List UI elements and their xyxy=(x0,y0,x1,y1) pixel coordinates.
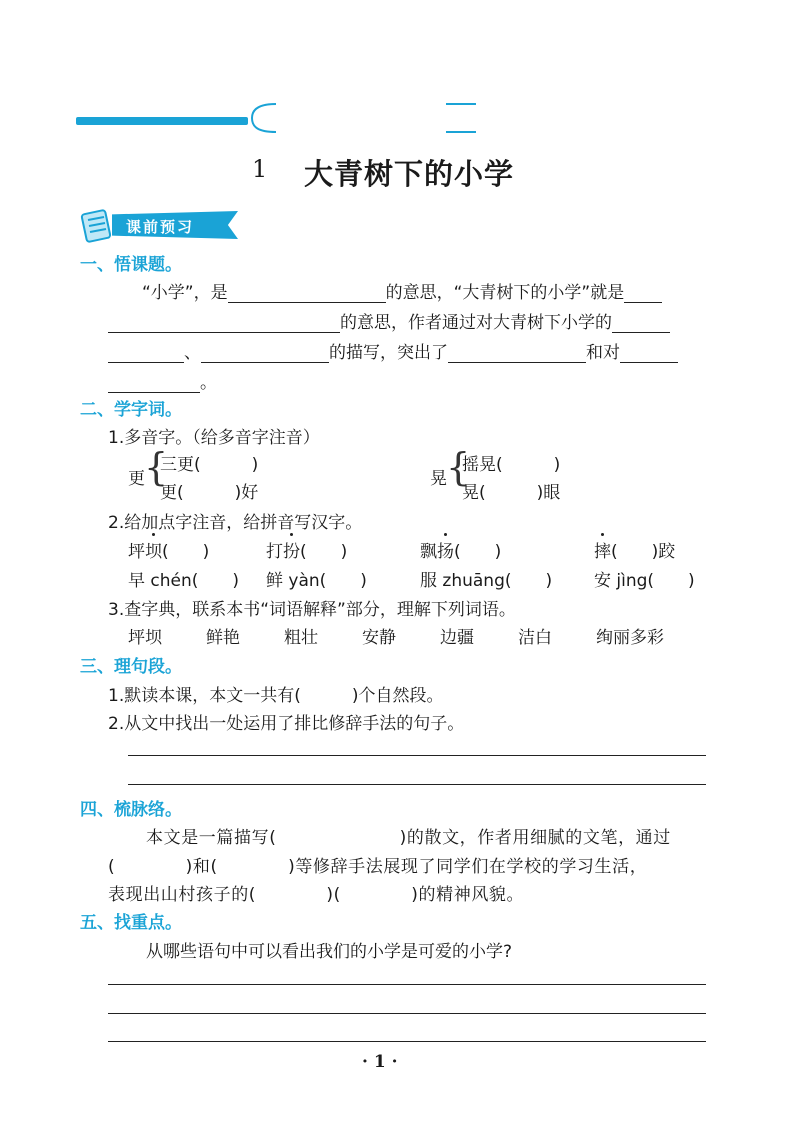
vocab-word: 安静 xyxy=(362,628,396,648)
section-2-title: 二、学字词。 xyxy=(80,400,182,420)
answer-blank[interactable] xyxy=(108,314,340,333)
geng-item-2[interactable]: 更( )好 xyxy=(160,483,259,503)
answer-blank[interactable] xyxy=(108,374,200,393)
s1-line-1 xyxy=(142,278,662,303)
s1-text-4a: 。 xyxy=(200,373,217,393)
pinyin-item[interactable]: 早 chén( ) xyxy=(128,571,240,591)
answer-blank[interactable] xyxy=(624,284,662,303)
brace: { xyxy=(446,445,471,489)
s2-q3: 3.查字典，联系本书“词语解释”部分，理解下列词语。 xyxy=(108,600,516,620)
header-bar xyxy=(76,117,248,125)
lesson-number: 1 xyxy=(252,155,268,183)
s1-text-3a: 、 xyxy=(184,343,201,363)
s1-line-4 xyxy=(108,368,217,393)
answer-blank[interactable] xyxy=(620,344,678,363)
vocab-word: 边疆 xyxy=(440,628,474,648)
answer-line[interactable] xyxy=(108,984,706,985)
header-decoration xyxy=(240,100,490,136)
s4-line-2: ( )和( )等修辞手法展现了同学们在学校的学习生活， xyxy=(108,857,648,877)
page-number: · 1 · xyxy=(362,1052,398,1072)
s2-q1: 1.多音字。（给多音字注音） xyxy=(108,428,320,448)
section-4-title: 四、梳脉络。 xyxy=(80,800,182,820)
geng-item-1[interactable]: 三更( ) xyxy=(160,455,259,475)
dot-item[interactable]: 飘扬( ) xyxy=(420,537,501,562)
pinyin-item[interactable]: 服 zhuāng( ) xyxy=(420,571,553,591)
section-3-title: 三、理句段。 xyxy=(80,657,182,677)
answer-blank[interactable] xyxy=(612,314,670,333)
s1-line-2 xyxy=(108,308,670,333)
answer-blank[interactable] xyxy=(228,284,386,303)
brace: { xyxy=(144,445,169,489)
s2-q2: 2.给加点字注音，给拼音写汉字。 xyxy=(108,513,363,533)
polyphone-geng: 更 xyxy=(128,469,145,489)
answer-line[interactable] xyxy=(128,755,706,756)
answer-line[interactable] xyxy=(108,1013,706,1014)
answer-blank[interactable] xyxy=(448,344,586,363)
pinyin-item[interactable]: 安 jìng( ) xyxy=(594,571,695,591)
section-1-title: 一、悟课题。 xyxy=(80,255,182,275)
vocab-word: 粗壮 xyxy=(284,628,318,648)
vocab-word: 洁白 xyxy=(518,628,552,648)
polyphone-huang: 晃 xyxy=(430,469,447,489)
s1-line-3 xyxy=(108,338,678,363)
section-5-title: 五、找重点。 xyxy=(80,913,182,933)
s4-line-1: 本文是一篇描写( )的散文，作者用细腻的文笔，通过 xyxy=(146,828,671,848)
s1-text-1b: 的意思，“大青树下的小学”就是 xyxy=(385,283,625,303)
huang-item-1[interactable]: 摇晃( ) xyxy=(462,455,561,475)
answer-line[interactable] xyxy=(128,784,706,785)
badge-label: 课前预习 xyxy=(126,218,195,236)
pinyin-item[interactable]: 鲜 yàn( ) xyxy=(266,571,367,591)
answer-line[interactable] xyxy=(108,1041,706,1042)
s1-text-1a: “小学”，是 xyxy=(142,283,228,303)
s1-text-3c: 和对 xyxy=(586,343,620,363)
lesson-title: 大青树下的小学 xyxy=(304,157,515,191)
vocab-word: 坪坝 xyxy=(128,628,162,648)
dot-item[interactable]: 坪坝( ) xyxy=(128,537,209,562)
s3-q1: 1.默读本课，本文一共有( )个自然段。 xyxy=(108,686,444,706)
answer-blank[interactable] xyxy=(108,344,184,363)
answer-blank[interactable] xyxy=(201,344,329,363)
s1-text-2a: 的意思，作者通过对大青树下小学的 xyxy=(340,313,612,333)
s4-line-3: 表现出山村孩子的( )( )的精神风貌。 xyxy=(108,885,525,905)
s3-q2: 2.从文中找出一处运用了排比修辞手法的句子。 xyxy=(108,714,465,734)
vocab-word: 绚丽多彩 xyxy=(596,628,664,648)
vocab-word: 鲜艳 xyxy=(206,628,240,648)
dot-item[interactable]: 摔( )跤 xyxy=(594,537,675,562)
dot-item[interactable]: 打扮( ) xyxy=(266,537,347,562)
s5-question: 从哪些语句中可以看出我们的小学是可爱的小学? xyxy=(146,942,513,962)
s1-text-3b: 的描写，突出了 xyxy=(329,343,448,363)
huang-item-2[interactable]: 晃( )眼 xyxy=(462,483,561,503)
